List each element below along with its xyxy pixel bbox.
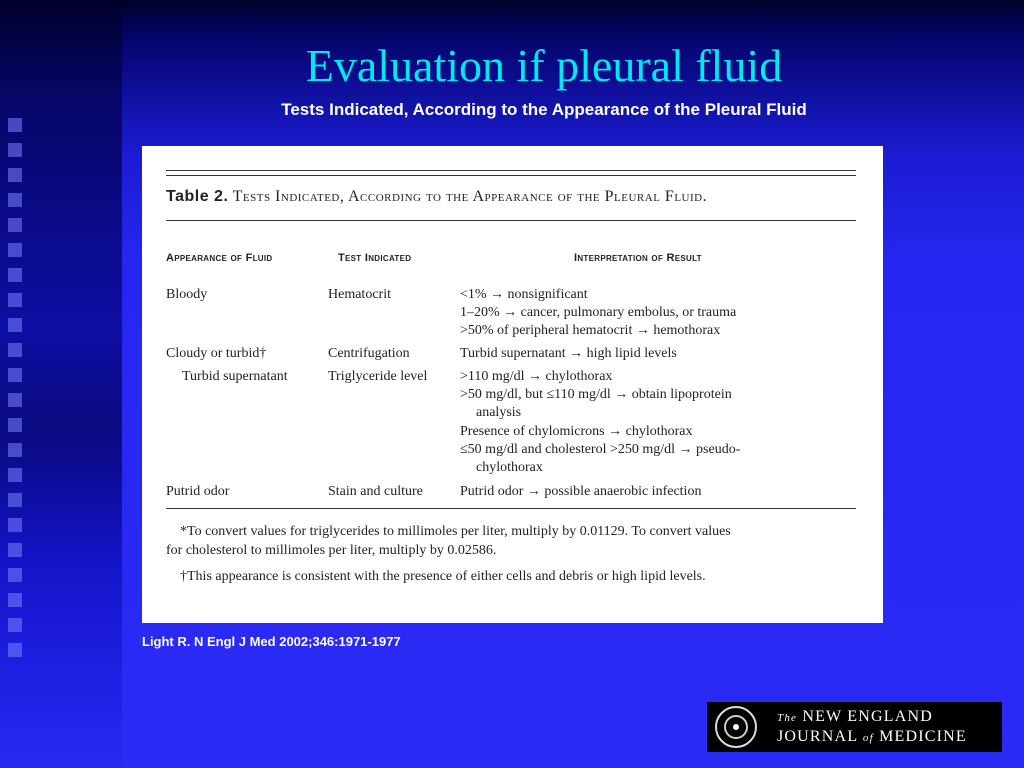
cell-interpretation: Putrid odor → possible anaerobic infection bbox=[460, 484, 702, 499]
top-rule bbox=[166, 170, 856, 171]
logo-line-2: JOURNAL of MEDICINE bbox=[777, 728, 967, 745]
cell-test: Hematocrit bbox=[328, 287, 391, 302]
top-rule-2 bbox=[166, 175, 856, 176]
table-number: Table 2. bbox=[166, 188, 229, 205]
cell-interpretation: 1–20% → cancer, pulmonary embolus, or trauma bbox=[460, 305, 737, 320]
cell-appearance: Putrid odor bbox=[166, 484, 230, 499]
cell-test: Stain and culture bbox=[328, 484, 423, 499]
header-test: Test Indicated bbox=[338, 252, 412, 264]
slide-title: Evaluation if pleural fluid bbox=[305, 40, 783, 91]
nejm-logo bbox=[707, 702, 1002, 752]
title-rule bbox=[166, 220, 856, 221]
left-decorative-band bbox=[0, 0, 122, 768]
cell-appearance: Bloody bbox=[166, 287, 208, 302]
cell-interpretation: >50% of peripheral hematocrit → hemothorax bbox=[460, 323, 721, 338]
cell-interpretation: ≤50 mg/dl and cholesterol >250 mg/dl → pseudo- bbox=[460, 442, 741, 457]
table-image bbox=[142, 146, 883, 623]
logo-line-1: The NEW ENGLAND bbox=[777, 708, 933, 725]
table-title bbox=[166, 188, 707, 206]
decorative-squares bbox=[8, 118, 26, 668]
slide-subtitle: Tests Indicated, According to the Appearance of the Pleural Fluid bbox=[281, 100, 807, 119]
header-interpretation: Interpretation of Result bbox=[574, 252, 702, 264]
cell-appearance: Turbid supernatant bbox=[182, 369, 288, 384]
cell-interpretation: <1% → nonsignificant bbox=[460, 287, 588, 302]
cell-interpretation: Presence of chylomicrons → chylothorax bbox=[460, 424, 693, 439]
nejm-seal-icon bbox=[715, 706, 757, 748]
cell-test: Triglyceride level bbox=[328, 369, 428, 384]
footnote: for cholesterol to millimoles per liter, multiply by 0.02586. bbox=[166, 543, 497, 558]
cell-interpretation: Turbid supernatant → high lipid levels bbox=[460, 346, 677, 361]
citation: Light R. N Engl J Med 2002;346:1971-1977 bbox=[142, 634, 401, 649]
footnote: †This appearance is consistent with the presence of either cells and debris or high lipid levels. bbox=[180, 569, 706, 584]
header-appearance: Appearance of Fluid bbox=[166, 252, 273, 264]
cell-appearance: Cloudy or turbid† bbox=[166, 346, 267, 361]
cell-interpretation: >50 mg/dl, but ≤110 mg/dl → obtain lipoprotein bbox=[460, 387, 732, 402]
footnote: *To convert values for triglycerides to millimoles per liter, multiply by 0.01129. To convert values bbox=[180, 524, 731, 539]
table-title-text: Tests Indicated, According to the Appearance of the Pleural Fluid. bbox=[232, 188, 708, 205]
cell-interpretation: analysis bbox=[476, 405, 522, 420]
cell-interpretation: chylothorax bbox=[476, 460, 543, 475]
cell-interpretation: >110 mg/dl → chylothorax bbox=[460, 369, 613, 384]
bottom-rule bbox=[166, 508, 856, 509]
cell-test: Centrifugation bbox=[328, 346, 410, 361]
